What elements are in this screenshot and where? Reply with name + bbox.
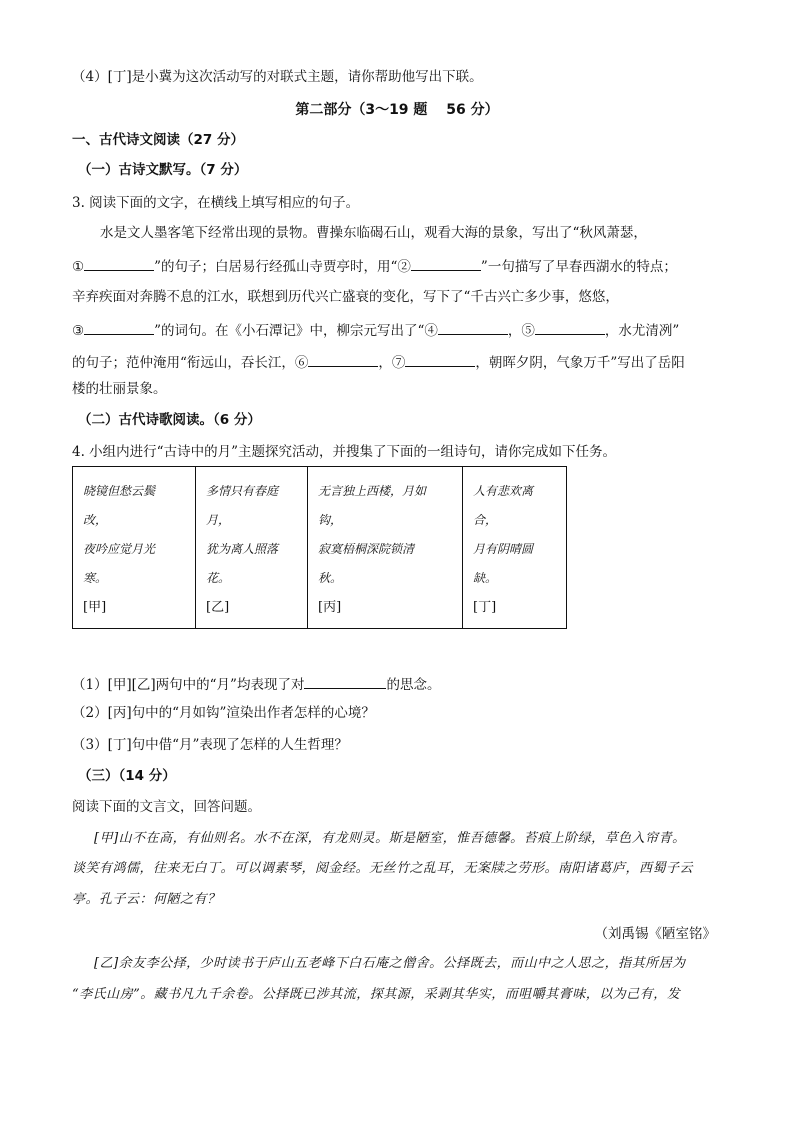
poem-cell-bing: 无言独上西楼，月如 钩， 寂寞梧桐深院锁清 秋。 [丙] [308, 467, 463, 629]
blank-4[interactable] [438, 320, 508, 335]
q3-line-1: 水是文人墨客笔下经常出现的景物。曹操东临碣石山，观看大海的景象，写出了“秋风萧瑟， [100, 225, 647, 241]
blank-3[interactable] [84, 320, 154, 335]
blank-1[interactable] [84, 256, 154, 271]
poem-table [72, 466, 567, 629]
question-4-stem: 4. 小组内进行“古诗中的月”主题探究活动，并搜集了下面的一组诗句，请你完成如下任务。 [72, 444, 616, 460]
q3-line-2: ① ”的句子；白居易行经孤山寺贾亭时，用“② ”一句描写了早春西湖水的特点； [72, 256, 677, 276]
jia-line-2: 谈笑有鸿儒，往来无白丁。可以调素琴，阅金经。无丝竹之乱耳，无案牍之劳形。南阳诸葛庐，西蜀子云 [72, 861, 694, 876]
yi-line-1: [乙]余友李公择，少时读书于庐山五老峰下白石庵之僧舍。公择既去，而山中之人思之，指其所居为 [94, 956, 686, 971]
q3-line-6: 楼的壮丽景象。 [72, 381, 167, 397]
q3-line-3: 辛弃疾面对奔腾不息的江水，联想到历代兴亡盛衰的变化，写下了“千古兴亡多少事，悠悠， [72, 289, 619, 305]
blank-5[interactable] [535, 320, 605, 335]
blank-2[interactable] [411, 256, 481, 271]
jia-line-1: [甲]山不在高，有仙则名。水不在深，有龙则灵。斯是陋室，惟吾德馨。苔痕上阶绿，草色入帘青。 [94, 831, 686, 846]
part2-title: 第二部分（3～19 题 56 分） [295, 102, 499, 118]
subsection-1-heading: （一）古诗文默写。（7 分） [78, 162, 248, 178]
jia-source: （刘禹锡《陋室铭》 [594, 926, 716, 942]
subsection-2-heading: （二）古代诗歌阅读。（6 分） [78, 412, 261, 428]
q3-line-4: ③ ”的词句。在《小石潭记》中，柳宗元写出了“④ ，⑤ ，水尤清冽” [72, 320, 679, 340]
poem-cell-jia: 晓镜但愁云鬓 改， 夜吟应觉月光 寒。 [甲] [73, 467, 196, 629]
q4-sub-1: （1）[甲][乙]两句中的“月”均表现了对 的思念。 [72, 674, 440, 694]
question-2-4: （4）[丁]是小冀为这次活动写的对联式主题，请你帮助他写出下联。 [72, 69, 483, 85]
subsection-3-heading: （三）（14 分） [78, 768, 176, 784]
q3-line-5: 的句子；范仲淹用“衔远山，吞长江，⑥ ，⑦ ，朝晖夕阴，气象万千”写出了岳阳 [72, 352, 685, 372]
blank-8[interactable] [304, 674, 386, 689]
reading-stem: 阅读下面的文言文，回答问题。 [72, 799, 261, 815]
poem-cell-ding: 人有悲欢离 合， 月有阴晴圆 缺。 [丁] [463, 467, 567, 629]
blank-6[interactable] [308, 352, 378, 367]
section-1-heading: 一、古代诗文阅读（27 分） [72, 132, 244, 148]
q4-sub-2: （2）[丙]句中的“月如钩”渲染出作者怎样的心境？ [72, 705, 375, 721]
jia-line-3: 亭。孔子云：何陋之有？ [72, 892, 221, 907]
poem-cell-yi: 多情只有春庭 月， 犹为离人照落 花。 [乙] [196, 467, 308, 629]
q4-sub-3: （3）[丁]句中借“月”表现了怎样的人生哲理？ [72, 737, 348, 753]
yi-line-2: “李氏山房”。藏书凡九千余卷。公择既已涉其流，探其源，采剥其华实，而咀嚼其膏味，以为己有，发 [72, 987, 681, 1002]
blank-7[interactable] [405, 352, 475, 367]
question-3-stem: 3. 阅读下面的文字，在横线上填写相应的句子。 [72, 195, 360, 211]
